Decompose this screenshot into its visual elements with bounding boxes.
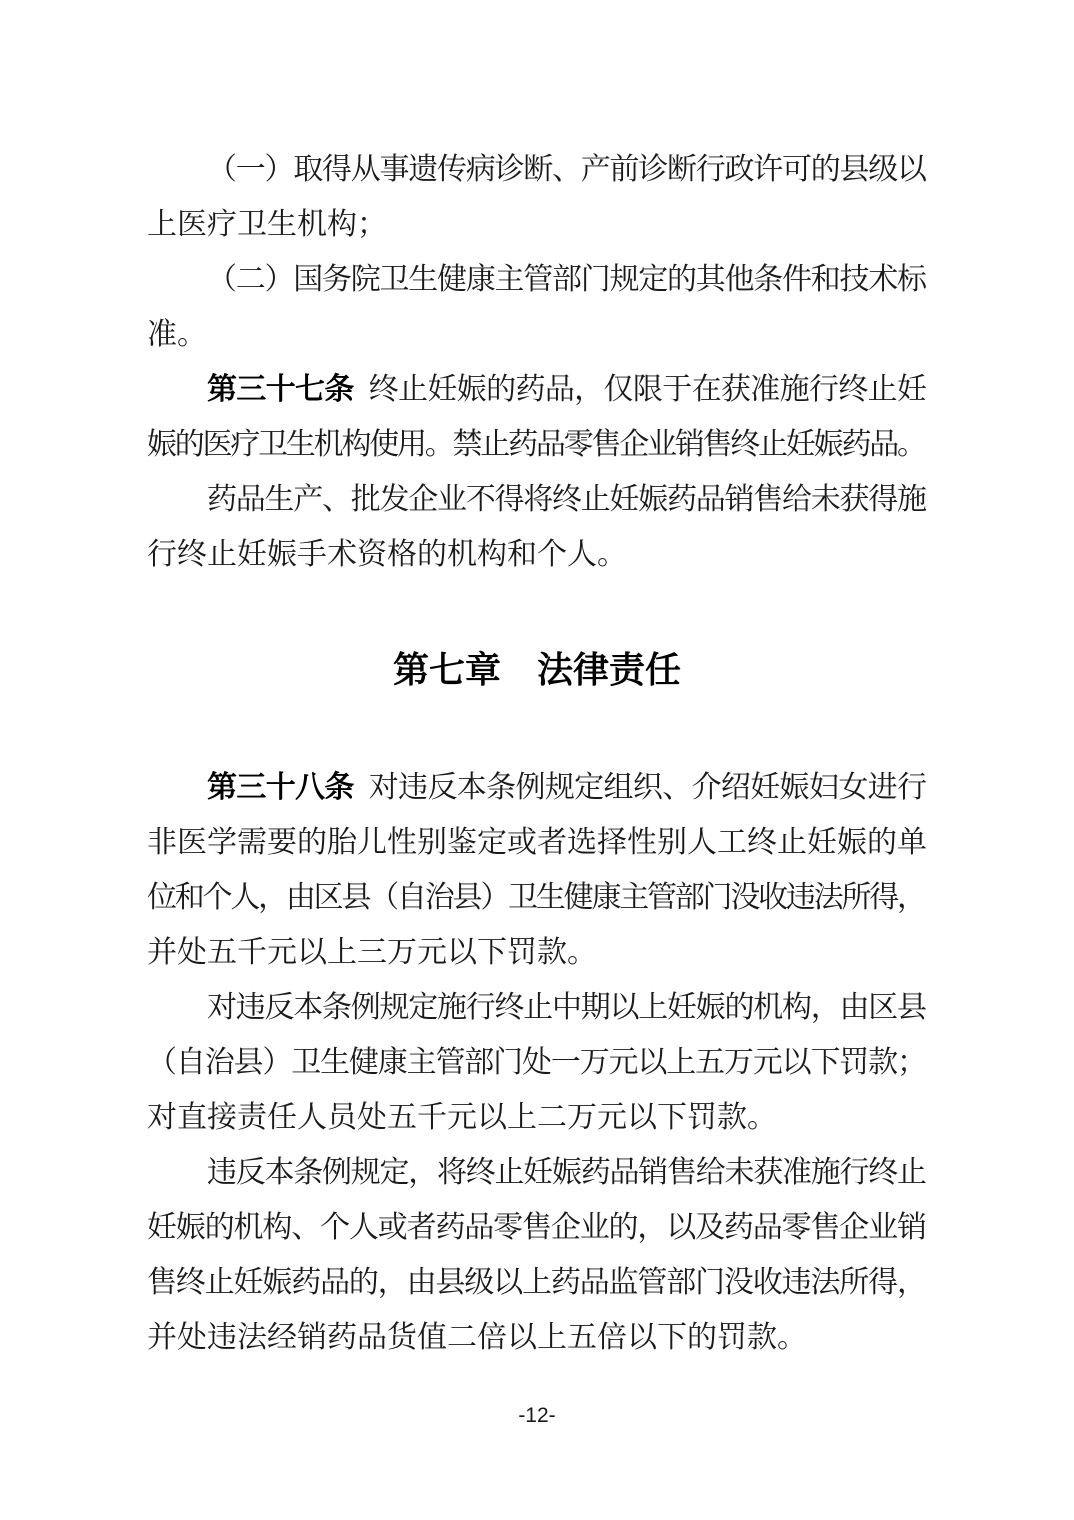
article-first-line: 第三十七条 终止妊娠的药品，仅限于在获准施行终止妊: [207, 373, 927, 406]
body-line: （自治县）卫生健康主管部门处一万元以上五万元以下罚款；: [147, 1046, 926, 1079]
body-line: 并处五千元以上三万元以下罚款。: [147, 936, 597, 969]
page-footer: [0, 1403, 1074, 1429]
body-line: 售终止妊娠药品的，由县级以上药品监管部门没收违法所得，: [147, 1266, 926, 1299]
body-line: （二）国务院卫生健康主管部门规定的其他条件和技术标: [207, 263, 926, 296]
body-line: 并处违法经销药品货值二倍以上五倍以下的罚款。: [147, 1321, 807, 1354]
article-number-label: 第三十八条: [207, 771, 354, 804]
body-line: 非医学需要的胎儿性别鉴定或者选择性别人工终止妊娠的单: [147, 826, 927, 859]
body-line: 药品生产、批发企业不得将终止妊娠药品销售给未获得施: [207, 483, 926, 516]
body-line: 位和个人，由区县（自治县）卫生健康主管部门没收违法所得，: [147, 881, 925, 914]
body-line: 对违反本条例规定施行终止中期以上妊娠的机构，由区县: [207, 991, 926, 1024]
chapter-heading: 第七章 法律责任: [392, 649, 681, 690]
body-line: 对直接责任人员处五千元以上二万元以下罚款。: [147, 1101, 777, 1134]
body-line: 妊娠的机构、个人或者药品零售企业的，以及药品零售企业销: [147, 1211, 926, 1244]
body-line: 娠的医疗卫生机构使用。禁止药品零售企业销售终止妊娠药品。: [147, 428, 925, 461]
article-number-label: 第三十七条: [207, 373, 354, 406]
body-line: 准。: [147, 318, 207, 351]
body-line: 上医疗卫生机构；: [147, 208, 387, 241]
article-first-line: 第三十八条 对违反本条例规定组织、介绍妊娠妇女进行: [207, 771, 927, 804]
body-line: 行终止妊娠手术资格的机构和个人。: [147, 538, 627, 571]
body-line: 违反本条例规定，将终止妊娠药品销售给未获准施行终止: [207, 1156, 926, 1189]
document-body: [147, 142, 927, 1365]
body-line: （一）取得从事遗传病诊断、产前诊断行政许可的县级以: [207, 153, 926, 186]
page-number: -12-: [518, 1404, 556, 1427]
